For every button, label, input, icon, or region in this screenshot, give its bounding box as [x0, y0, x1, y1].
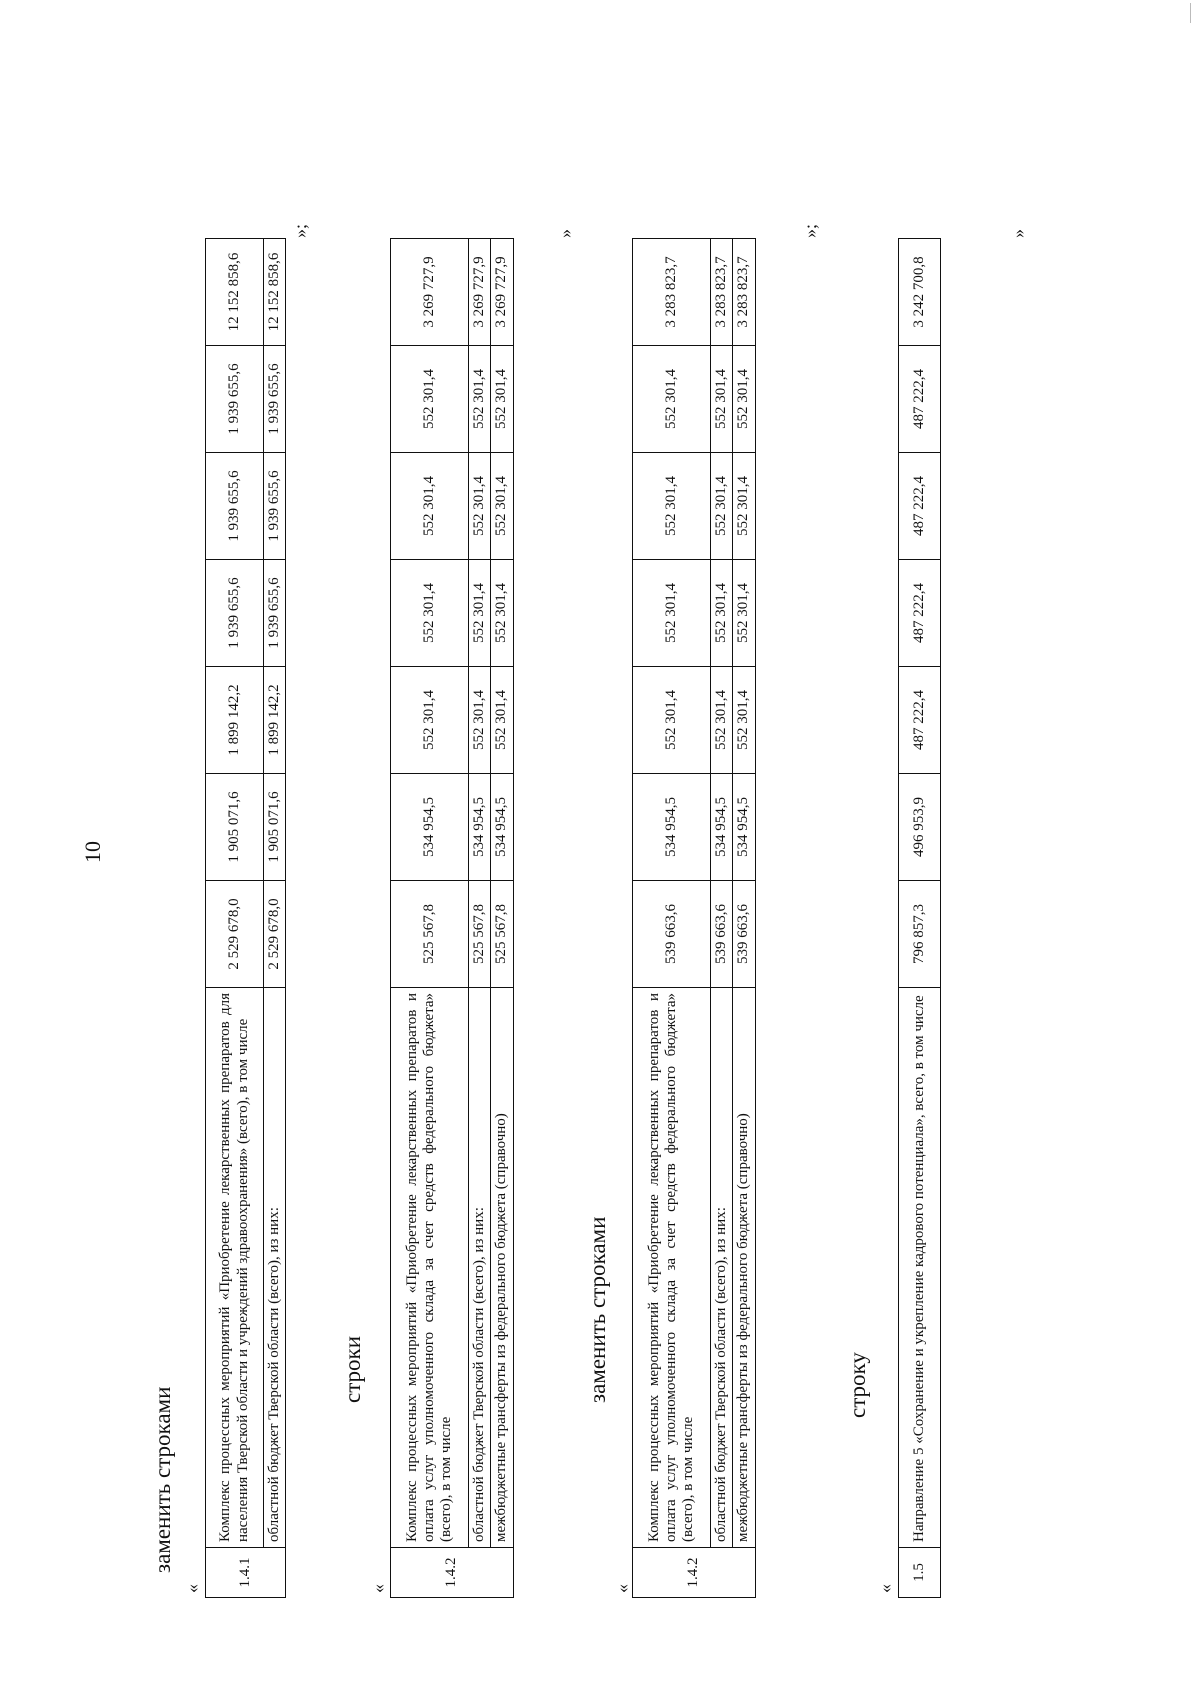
amendment-table: [205, 238, 286, 1598]
amendment-table: [898, 238, 941, 1598]
row-name: областной бюджет Тверской области (всего), из них:: [264, 988, 286, 1548]
row-name: Комплекс процессных мероприятий «Приобретение лекарственных препаратов и оплата услуг уполномоченного склада за счет средств федерального бюджета» (всего), в том числе: [633, 988, 711, 1548]
table-row: [469, 239, 491, 1598]
closing-quote: »: [555, 229, 575, 238]
table-row: [733, 239, 755, 1598]
value-cell: 1 905 071,6: [264, 774, 286, 881]
value-cell: 552 301,4: [733, 560, 755, 667]
value-cell: 534 954,5: [711, 774, 733, 881]
value-cell: 552 301,4: [391, 560, 469, 667]
value-cell: 552 301,4: [469, 667, 491, 774]
value-cell: 12 152 858,6: [206, 239, 264, 346]
opening-quote: «: [612, 1584, 632, 1593]
value-cell: 539 663,6: [733, 881, 755, 988]
value-cell: 1 905 071,6: [206, 774, 264, 881]
value-cell: 3 283 823,7: [711, 239, 733, 346]
row-code: 1.5: [899, 1548, 941, 1598]
value-cell: 3 283 823,7: [633, 239, 711, 346]
row-name: межбюджетные трансферты из федерального бюджета (справочно): [733, 988, 755, 1548]
value-cell: 534 954,5: [469, 774, 491, 881]
row-name: межбюджетные трансферты из федерального бюджета (справочно): [491, 988, 513, 1548]
row-name: областной бюджет Тверской области (всего), из них:: [469, 988, 491, 1548]
value-cell: 1 899 142,2: [264, 667, 286, 774]
closing-quote: »;: [290, 223, 310, 238]
value-cell: 487 222,4: [899, 453, 941, 560]
instruction-phrase: строки: [340, 1335, 365, 1403]
value-cell: 552 301,4: [733, 453, 755, 560]
value-cell: 2 529 678,0: [206, 881, 264, 988]
value-cell: 1 939 655,6: [206, 560, 264, 667]
row-name: Направление 5 «Сохранение и укрепление кадрового потенциала», всего, в том числе: [899, 988, 941, 1548]
amendment-table: [632, 238, 756, 1598]
amendment-table: [390, 238, 514, 1598]
value-cell: 552 301,4: [469, 453, 491, 560]
value-cell: 552 301,4: [491, 346, 513, 453]
value-cell: 552 301,4: [633, 453, 711, 560]
table-row: [491, 239, 513, 1598]
table-row: [206, 239, 264, 1598]
row-name: Комплекс процессных мероприятий «Приобретение лекарственных препаратов для населения Тверской области и учреждений здравоохранения» (всего), в том числе: [206, 988, 264, 1548]
closing-quote: »;: [800, 223, 820, 238]
value-cell: 552 301,4: [633, 667, 711, 774]
value-cell: 552 301,4: [391, 346, 469, 453]
table-row: [899, 239, 941, 1598]
row-code: 1.4.2: [391, 1548, 514, 1598]
value-cell: 552 301,4: [633, 346, 711, 453]
value-cell: 552 301,4: [491, 667, 513, 774]
instruction-phrase: строку: [845, 1352, 870, 1418]
value-cell: 552 301,4: [711, 346, 733, 453]
value-cell: 2 529 678,0: [264, 881, 286, 988]
value-cell: 525 567,8: [391, 881, 469, 988]
value-cell: 487 222,4: [899, 346, 941, 453]
value-cell: 552 301,4: [391, 667, 469, 774]
value-cell: 534 954,5: [391, 774, 469, 881]
row-code: 1.4.2: [633, 1548, 756, 1598]
value-cell: 3 269 727,9: [491, 239, 513, 346]
value-cell: 12 152 858,6: [264, 239, 286, 346]
value-cell: 534 954,5: [491, 774, 513, 881]
value-cell: 552 301,4: [469, 346, 491, 453]
value-cell: 3 283 823,7: [733, 239, 755, 346]
instruction-phrase: заменить строками: [585, 1216, 610, 1403]
value-cell: 534 954,5: [733, 774, 755, 881]
scan-artifact: [1190, 3, 1191, 23]
table-row: [391, 239, 469, 1598]
value-cell: 3 269 727,9: [469, 239, 491, 346]
value-cell: 552 301,4: [633, 560, 711, 667]
value-cell: 552 301,4: [711, 560, 733, 667]
value-cell: 539 663,6: [633, 881, 711, 988]
value-cell: 3 269 727,9: [391, 239, 469, 346]
value-cell: 487 222,4: [899, 560, 941, 667]
value-cell: 552 301,4: [469, 560, 491, 667]
value-cell: 1 939 655,6: [206, 453, 264, 560]
table-row: [711, 239, 733, 1598]
value-cell: 487 222,4: [899, 667, 941, 774]
value-cell: 552 301,4: [711, 667, 733, 774]
value-cell: 552 301,4: [491, 560, 513, 667]
value-cell: 1 939 655,6: [264, 346, 286, 453]
value-cell: 1 939 655,6: [206, 346, 264, 453]
value-cell: 552 301,4: [711, 453, 733, 560]
value-cell: 552 301,4: [391, 453, 469, 560]
opening-quote: «: [875, 1584, 895, 1593]
opening-quote: «: [182, 1584, 202, 1593]
row-name: Комплекс процессных мероприятий «Приобретение лекарственных препаратов и оплата услуг уполномоченного склада за счет средств федерального бюджета» (всего), в том числе: [391, 988, 469, 1548]
opening-quote: «: [368, 1584, 388, 1593]
value-cell: 552 301,4: [733, 667, 755, 774]
value-cell: 534 954,5: [633, 774, 711, 881]
table-row: [264, 239, 286, 1598]
value-cell: 496 953,9: [899, 774, 941, 881]
closing-quote: »: [1008, 229, 1028, 238]
instruction-phrase: заменить строками: [150, 1386, 175, 1573]
value-cell: 552 301,4: [733, 346, 755, 453]
value-cell: 796 857,3: [899, 881, 941, 988]
table-row: [633, 239, 711, 1598]
value-cell: 1 939 655,6: [264, 560, 286, 667]
row-name: областной бюджет Тверской области (всего), из них:: [711, 988, 733, 1548]
page-number: 10: [80, 841, 105, 863]
value-cell: 525 567,8: [469, 881, 491, 988]
value-cell: 525 567,8: [491, 881, 513, 988]
value-cell: 3 242 700,8: [899, 239, 941, 346]
value-cell: 539 663,6: [711, 881, 733, 988]
value-cell: 1 899 142,2: [206, 667, 264, 774]
row-code: 1.4.1: [206, 1548, 286, 1598]
value-cell: 1 939 655,6: [264, 453, 286, 560]
value-cell: 552 301,4: [491, 453, 513, 560]
